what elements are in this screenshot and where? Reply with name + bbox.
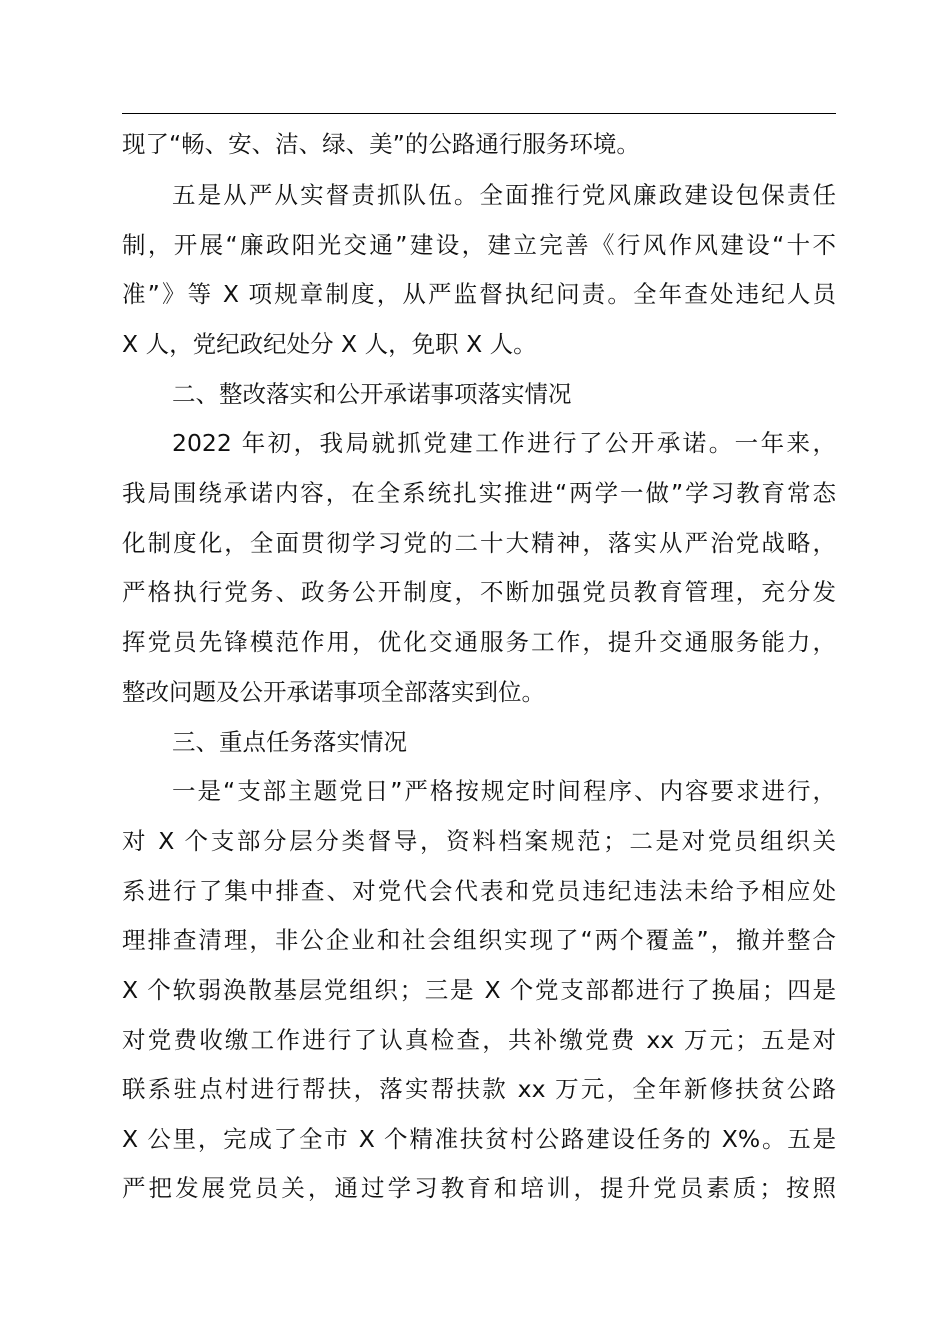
text-line: 我局围绕承诺内容，在全系统扎实推进“两学一做”学习教育常态 — [122, 479, 836, 507]
text-line: 对 X 个支部分层分类督导，资料档案规范；二是对党员组织关 — [122, 827, 836, 855]
text-line: 挥党员先锋模范作用，优化交通服务工作，提升交通服务能力， — [122, 628, 836, 656]
section-heading: 三、重点任务落实情况 — [172, 728, 407, 756]
section-heading: 二、整改落实和公开承诺事项落实情况 — [172, 380, 572, 408]
text-line: 联系驻点村进行帮扶，落实帮扶款 xx 万元，全年新修扶贫公路 — [122, 1075, 836, 1103]
paragraph-first-line: 五是从严从实督责抓队伍。全面推行党风廉政建设包保责任 — [172, 181, 836, 209]
header-rule — [122, 113, 836, 114]
text-line: 准”》等 X 项规章制度，从严监督执纪问责。全年查处违纪人员 — [122, 280, 836, 308]
text-line: X 公里，完成了全市 X 个精准扶贫村公路建设任务的 X%。五是 — [122, 1125, 836, 1153]
text-line: 理排查清理，非公企业和社会组织实现了“两个覆盖”，撤并整合 — [122, 926, 836, 954]
text-line: 对党费收缴工作进行了认真检查，共补缴党费 xx 万元；五是对 — [122, 1026, 836, 1054]
text-line: 系进行了集中排查、对党代会代表和党员违纪违法未给予相应处 — [122, 877, 836, 905]
text-line: 制，开展“廉政阳光交通”建设，建立完善《行风作风建设“十不 — [122, 231, 836, 259]
text-line: X 个软弱涣散基层党组织；三是 X 个党支部都进行了换届；四是 — [122, 976, 836, 1004]
text-line: 现了“畅、安、洁、绿、美”的公路通行服务环境。 — [122, 130, 640, 158]
text-line: X 人，党纪政纪处分 X 人，免职 X 人。 — [122, 330, 537, 358]
text-line: 化制度化，全面贯彻学习党的二十大精神，落实从严治党战略， — [122, 529, 836, 557]
paragraph-first-line: 一是“支部主题党日”严格按规定时间程序、内容要求进行， — [172, 777, 836, 805]
text-line: 严格执行党务、政务公开制度，不断加强党员教育管理，充分发 — [122, 578, 836, 606]
text-line: 整改问题及公开承诺事项全部落实到位。 — [122, 678, 545, 706]
paragraph-first-line: 2022 年初，我局就抓党建工作进行了公开承诺。一年来， — [172, 429, 836, 457]
text-line: 严把发展党员关，通过学习教育和培训，提升党员素质；按照 — [122, 1174, 836, 1202]
